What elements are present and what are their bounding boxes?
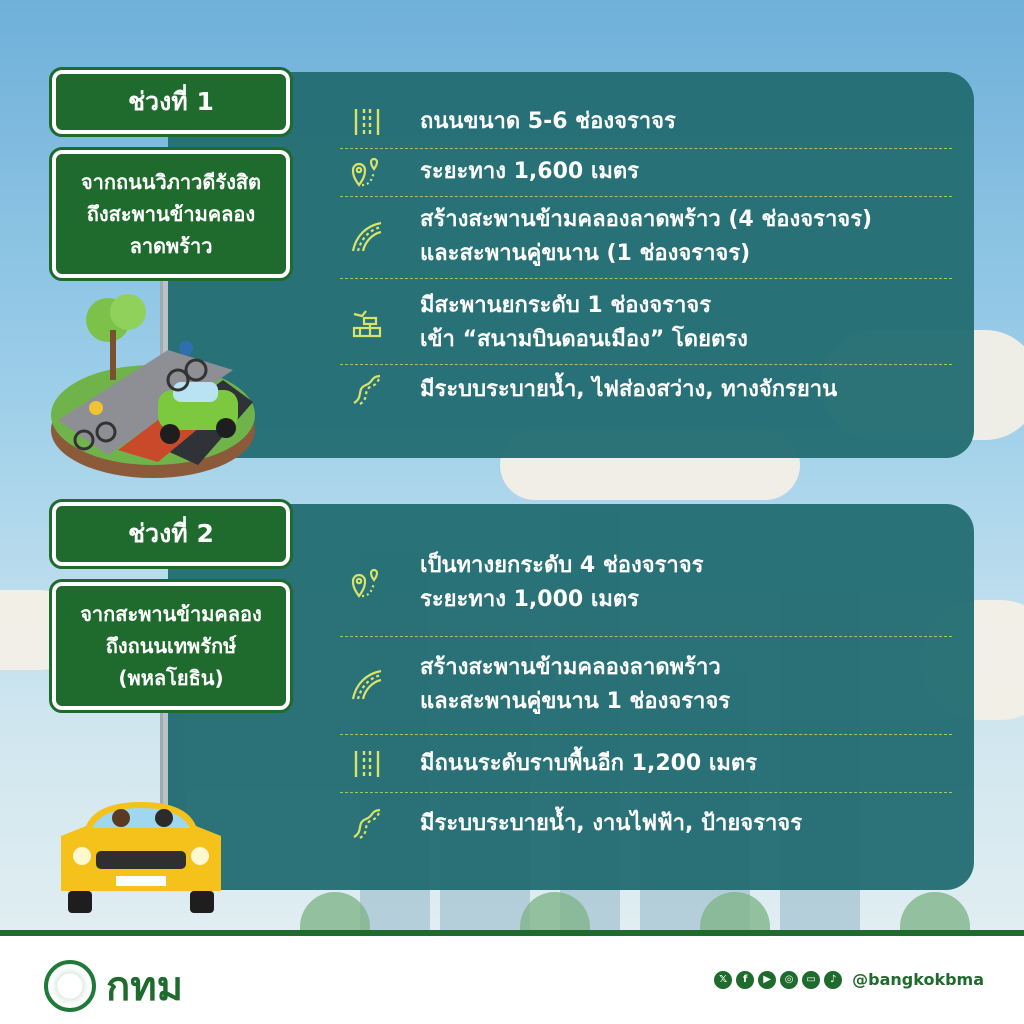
section2-item-text: [420, 747, 757, 781]
tiktok-icon[interactable]: ♪: [824, 971, 842, 989]
item-line1: เป็นทางยกระดับ 4 ช่องจราจร: [420, 553, 704, 578]
dashed-divider: [340, 196, 952, 197]
road-lanes-icon: [346, 743, 388, 785]
item-line1: มีสะพานยกระดับ 1 ช่องจราจร: [420, 293, 712, 318]
airport-tower-icon: [346, 302, 388, 344]
dashed-divider: [340, 364, 952, 365]
section2-item: [340, 802, 952, 846]
item-line1: ถนนขนาด 5-6 ช่องจราจร: [420, 109, 676, 134]
section1-item: [340, 150, 952, 194]
section1-title-sign: [52, 70, 290, 134]
section1-route-sign: [52, 150, 290, 278]
brand-wordmark: กทม: [106, 964, 183, 1010]
instagram-icon[interactable]: ◎: [780, 971, 798, 989]
section1-item-text: [420, 373, 837, 407]
dashed-divider: [340, 148, 952, 149]
dashed-divider: [340, 278, 952, 279]
section1-item: [340, 286, 952, 360]
youtube-icon[interactable]: ▶: [758, 971, 776, 989]
item-line1: มีถนนระดับราบพื้นอีก 1,200 เมตร: [420, 751, 758, 776]
facebook-icon[interactable]: f: [736, 971, 754, 989]
item-line2: เข้า “สนามบินดอนเมือง” โดยตรง: [420, 327, 748, 352]
section2-item: [340, 546, 952, 620]
section1-item: [340, 200, 952, 274]
background-tree: [900, 892, 970, 932]
line-icon[interactable]: ▭: [802, 971, 820, 989]
footer-bar: [0, 930, 1024, 1024]
item-line1: มีระบบระบายน้ำ, ไฟส่องสว่าง, ทางจักรยาน: [420, 377, 838, 402]
section2-route-line3: (พหลโยธิน): [118, 666, 224, 690]
dashed-divider: [340, 636, 952, 637]
section2-item-text: [420, 807, 802, 841]
item-line1: มีระบบระบายน้ำ, งานไฟฟ้า, ป้ายจราจร: [420, 811, 803, 836]
section1-item-text: [420, 155, 639, 189]
section1-item: [340, 368, 952, 412]
section2-item-text: [420, 549, 704, 617]
section2-item: [340, 742, 952, 786]
section2-route-sign: [52, 582, 290, 710]
map-pin-route-icon: [346, 562, 388, 604]
section2-route-line2: ถึงถนนเทพรักษ์: [105, 634, 237, 658]
section1-route-line3: ลาดพร้าว: [129, 234, 213, 258]
section2-title-sign: [52, 502, 290, 566]
winding-path-icon: [346, 369, 388, 411]
section1-item-text: [420, 105, 676, 139]
section2-item-text: [420, 651, 730, 719]
section1-item: [340, 100, 952, 144]
social-handle[interactable]: @bangkokbma: [852, 970, 984, 989]
item-line1: สร้างสะพานข้ามคลองลาดพร้าว (4 ช่องจราจร): [420, 207, 873, 232]
social-links: [714, 970, 984, 989]
curved-road-icon: [346, 216, 388, 258]
section1-item-text: [420, 203, 872, 271]
bike-lane-illustration: [48, 290, 258, 480]
winding-path-icon: [346, 803, 388, 845]
item-line1: สร้างสะพานข้ามคลองลาดพร้าว: [420, 655, 721, 680]
section1-route-line1: จากถนนวิภาวดีรังสิต: [80, 170, 262, 194]
item-line2: และสะพานคู่ขนาน 1 ช่องจราจร: [420, 689, 731, 714]
section2-route-line1: จากสะพานข้ามคลอง: [80, 602, 262, 626]
dashed-divider: [340, 734, 952, 735]
curved-road-icon: [346, 664, 388, 706]
section1-item-text: [420, 289, 748, 357]
bangkok-seal-logo: [44, 960, 96, 1012]
x-icon[interactable]: 𝕏: [714, 971, 732, 989]
section2-item: [340, 648, 952, 722]
item-line2: และสะพานคู่ขนาน (1 ช่องจราจร): [420, 241, 751, 266]
section2-title: ช่วงที่ 2: [128, 519, 214, 548]
section1-route-line2: ถึงสะพานข้ามคลอง: [86, 202, 256, 226]
map-pin-route-icon: [346, 151, 388, 193]
section1-title: ช่วงที่ 1: [128, 87, 214, 116]
yellow-car-illustration: [56, 796, 226, 918]
dashed-divider: [340, 792, 952, 793]
item-line2: ระยะทาง 1,000 เมตร: [420, 587, 639, 612]
item-line1: ระยะทาง 1,600 เมตร: [420, 159, 639, 184]
road-lanes-icon: [346, 101, 388, 143]
